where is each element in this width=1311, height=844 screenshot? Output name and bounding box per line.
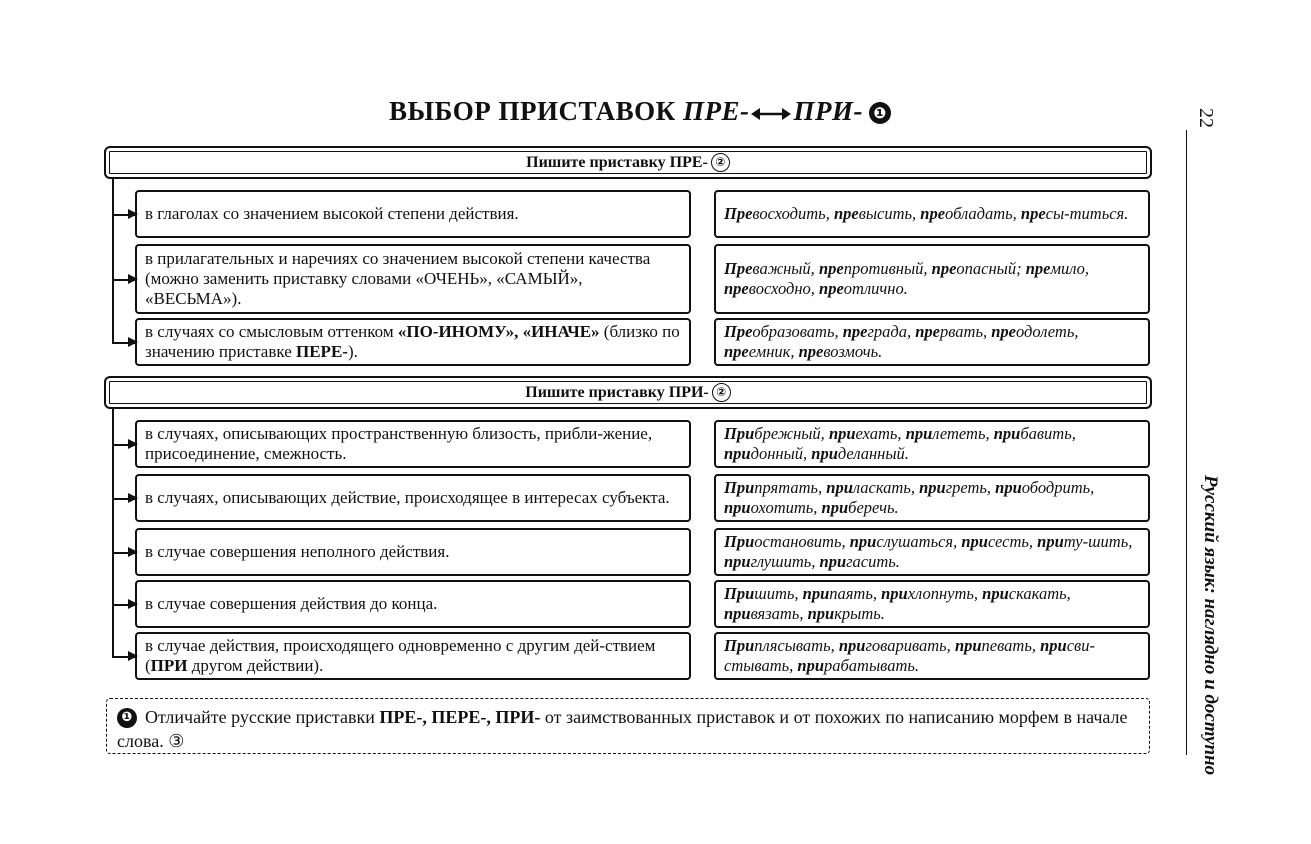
text-run: в случаях со смысловым оттенком	[145, 322, 398, 341]
text-run: противный,	[843, 259, 932, 278]
emphasis-text: при	[905, 424, 933, 443]
emphasis-text: пре	[833, 204, 859, 223]
emphasis-text: ПРИ	[150, 656, 188, 675]
emphasis-text: пре	[991, 322, 1016, 341]
text-run: певать,	[981, 636, 1041, 655]
emphasis-text: при	[881, 584, 908, 603]
text-run: сви-стывать,	[724, 636, 1095, 675]
text-run: града,	[867, 322, 916, 341]
emphasis-text: пре	[915, 322, 940, 341]
emphasis-text: «ПО-ИНОМУ», «ИНАЧЕ»	[397, 322, 600, 341]
section-header-pre	[104, 146, 1152, 179]
footnote-marker-icon: ❶	[117, 708, 137, 728]
example-text	[724, 636, 1140, 676]
footnote-box	[106, 698, 1150, 754]
text-run: в случае действия, происходящего одновременно с другим дей-ствием (	[145, 636, 656, 675]
text-run: ту-шить,	[1063, 532, 1133, 551]
text-run: высить,	[858, 204, 921, 223]
emphasis-text: при	[797, 656, 824, 675]
emphasis-text: при	[802, 584, 830, 603]
text-run: отлично.	[843, 279, 908, 298]
rule-text	[145, 322, 681, 362]
text-run: рабатывать.	[824, 656, 919, 675]
text-run: в случаях, описывающих пространственную близость, прибли-жение, присоединение, смежность.	[145, 424, 653, 463]
text-run: греть,	[945, 478, 996, 497]
text-run: шить,	[754, 584, 803, 603]
emphasis-text: Пре	[724, 204, 753, 223]
text-run: в случаях, описывающих действие, происходящее в интересах субъекта.	[145, 488, 670, 507]
emphasis-text: при	[919, 478, 946, 497]
text-run: обладать,	[945, 204, 1021, 223]
double-arrow-icon	[751, 107, 791, 121]
text-run: опасный;	[956, 259, 1026, 278]
rule-description	[135, 632, 691, 680]
example-text	[724, 322, 1140, 362]
text-run: другом действии).	[187, 656, 324, 675]
emphasis-text: пре	[1025, 259, 1051, 278]
emphasis-text: При	[724, 424, 755, 443]
text-run: деланный.	[837, 444, 909, 463]
emphasis-text: при	[1037, 532, 1064, 551]
margin-rule	[1186, 130, 1187, 755]
arrow-right-icon	[112, 552, 136, 554]
emphasis-text: при	[849, 532, 877, 551]
text-run: бавить,	[1020, 424, 1076, 443]
emphasis-text: Пре	[724, 259, 753, 278]
text-run: сесть,	[987, 532, 1038, 551]
text-run: Отличайте русские приставки	[145, 707, 380, 727]
rule-description	[135, 190, 691, 238]
page-title	[330, 96, 950, 127]
text-run: охотить,	[750, 498, 822, 517]
text-run: плясывать,	[754, 636, 839, 655]
section-header-pri	[104, 376, 1152, 409]
emphasis-text: Пре	[724, 322, 753, 341]
text-run: ехать,	[855, 424, 906, 443]
emphasis-text: пре	[1020, 204, 1046, 223]
text-run: одолеть,	[1015, 322, 1079, 341]
emphasis-text: при	[995, 478, 1022, 497]
page-number: 22	[1195, 108, 1217, 128]
example-words	[714, 244, 1150, 314]
example-words	[714, 474, 1150, 522]
example-words	[714, 632, 1150, 680]
rule-text	[145, 488, 670, 508]
text-run: слушаться,	[876, 532, 962, 551]
rule-description	[135, 528, 691, 576]
arrow-right-icon	[112, 498, 136, 500]
arrow-right-icon	[112, 279, 136, 281]
text-run: в прилагательных и наречиях со значением высокой степени качества (можно заменить приставку словами «ОЧЕНЬ», «САМЫЙ», «ВЕСЬМА»).	[145, 249, 651, 308]
text-run: восходить,	[752, 204, 834, 223]
side-caption: Русский язык: наглядно и доступно	[1200, 475, 1221, 776]
section-header-label: Пишите приставку ПРИ-	[525, 383, 709, 401]
text-run: ободрить,	[1021, 478, 1095, 497]
emphasis-text: пре	[842, 322, 868, 341]
text-run: хлопнуть,	[907, 584, 983, 603]
emphasis-text: при	[819, 552, 847, 571]
example-text	[724, 424, 1140, 464]
rule-text	[145, 424, 681, 464]
text-run: возмочь.	[823, 342, 883, 361]
emphasis-text: при	[993, 424, 1021, 443]
text-run: прятать,	[754, 478, 827, 497]
emphasis-text: при	[724, 444, 751, 463]
text-run: мило,	[1050, 259, 1090, 278]
arrow-right-icon	[112, 342, 136, 344]
rule-description	[135, 420, 691, 468]
rule-description	[135, 244, 691, 314]
emphasis-text: при	[828, 424, 856, 443]
text-run: сы-титься.	[1045, 204, 1129, 223]
arrow-right-icon	[112, 656, 136, 658]
rule-text	[145, 594, 437, 614]
text-run: остановить,	[754, 532, 850, 551]
emphasis-text: при	[838, 636, 866, 655]
text-run: скакать,	[1008, 584, 1071, 603]
emphasis-text: при	[724, 498, 751, 517]
example-text	[724, 204, 1128, 224]
emphasis-text: при	[807, 604, 835, 623]
emphasis-text: пре	[724, 342, 749, 361]
text-run: ).	[347, 342, 358, 361]
emphasis-text: пре	[920, 204, 946, 223]
rule-text	[145, 636, 681, 676]
text-run: лететь,	[932, 424, 994, 443]
text-run: (близко по значению приставке	[145, 322, 680, 361]
title-text: ВЫБОР ПРИСТАВОК	[389, 96, 683, 126]
text-run: вязать,	[750, 604, 808, 623]
emphasis-text: при	[724, 552, 751, 571]
arrow-right-icon	[112, 214, 136, 216]
rule-text	[145, 542, 449, 562]
text-run: от заимствованных приставок и от похожих по написанию морфем в начале слова. ③	[117, 707, 1128, 751]
text-run: гасить.	[846, 552, 900, 571]
emphasis-text: при	[1040, 636, 1067, 655]
example-text	[724, 584, 1140, 624]
emphasis-text: При	[724, 636, 755, 655]
rule-description	[135, 318, 691, 366]
rule-description	[135, 474, 691, 522]
text-run: рвать,	[940, 322, 992, 341]
arrow-right-icon	[112, 444, 136, 446]
emphasis-text: при	[826, 478, 853, 497]
emphasis-text: При	[724, 532, 755, 551]
example-words	[714, 190, 1150, 238]
text-run: глушить,	[750, 552, 820, 571]
emphasis-text: при	[961, 532, 988, 551]
emphasis-text: при	[724, 604, 751, 623]
title-pre: ПРЕ-	[682, 96, 750, 126]
text-run: емник,	[748, 342, 799, 361]
emphasis-text: пре	[931, 259, 957, 278]
bracket-line	[112, 178, 114, 342]
emphasis-text: при	[821, 498, 849, 517]
emphasis-text: при	[954, 636, 982, 655]
section-header-label: Пишите приставку ПРЕ-	[526, 153, 708, 171]
emphasis-text: пре	[724, 279, 749, 298]
emphasis-text: ПРЕ-, ПЕРЕ-, ПРИ-	[379, 707, 541, 727]
text-run: брежный,	[754, 424, 829, 443]
title-pri: ПРИ-	[793, 96, 863, 126]
example-text	[724, 259, 1140, 299]
arrow-right-icon	[112, 604, 136, 606]
text-run: крыть.	[834, 604, 885, 623]
rule-description	[135, 580, 691, 628]
text-run: в глаголах со значением высокой степени действия.	[145, 204, 519, 223]
reference-marker-icon: ②	[711, 153, 730, 172]
emphasis-text: При	[724, 478, 755, 497]
emphasis-text: ПЕРЕ-	[296, 342, 348, 361]
rule-text	[145, 204, 519, 224]
footnote-marker-icon: ❶	[869, 102, 891, 124]
emphasis-text: пре	[818, 259, 844, 278]
example-text	[724, 478, 1140, 518]
example-words	[714, 528, 1150, 576]
text-run: говаривать,	[865, 636, 955, 655]
text-run: в случае совершения неполного действия.	[145, 542, 450, 561]
example-words	[714, 580, 1150, 628]
emphasis-text: при	[811, 444, 838, 463]
example-text	[724, 532, 1140, 572]
example-words	[714, 420, 1150, 468]
text-run: беречь.	[848, 498, 899, 517]
text-run: ласкать,	[852, 478, 920, 497]
text-run: донный,	[750, 444, 812, 463]
emphasis-text: пре	[819, 279, 844, 298]
text-run: восходно,	[748, 279, 820, 298]
example-words	[714, 318, 1150, 366]
text-run: в случае совершения действия до конца.	[145, 594, 438, 613]
emphasis-text: При	[724, 584, 755, 603]
reference-marker-icon: ②	[712, 383, 731, 402]
emphasis-text: при	[982, 584, 1009, 603]
rule-text	[145, 249, 681, 309]
text-run: образовать,	[752, 322, 843, 341]
footnote-text	[117, 707, 1128, 751]
text-run: важный,	[752, 259, 819, 278]
text-run: паять,	[829, 584, 882, 603]
emphasis-text: пре	[798, 342, 824, 361]
